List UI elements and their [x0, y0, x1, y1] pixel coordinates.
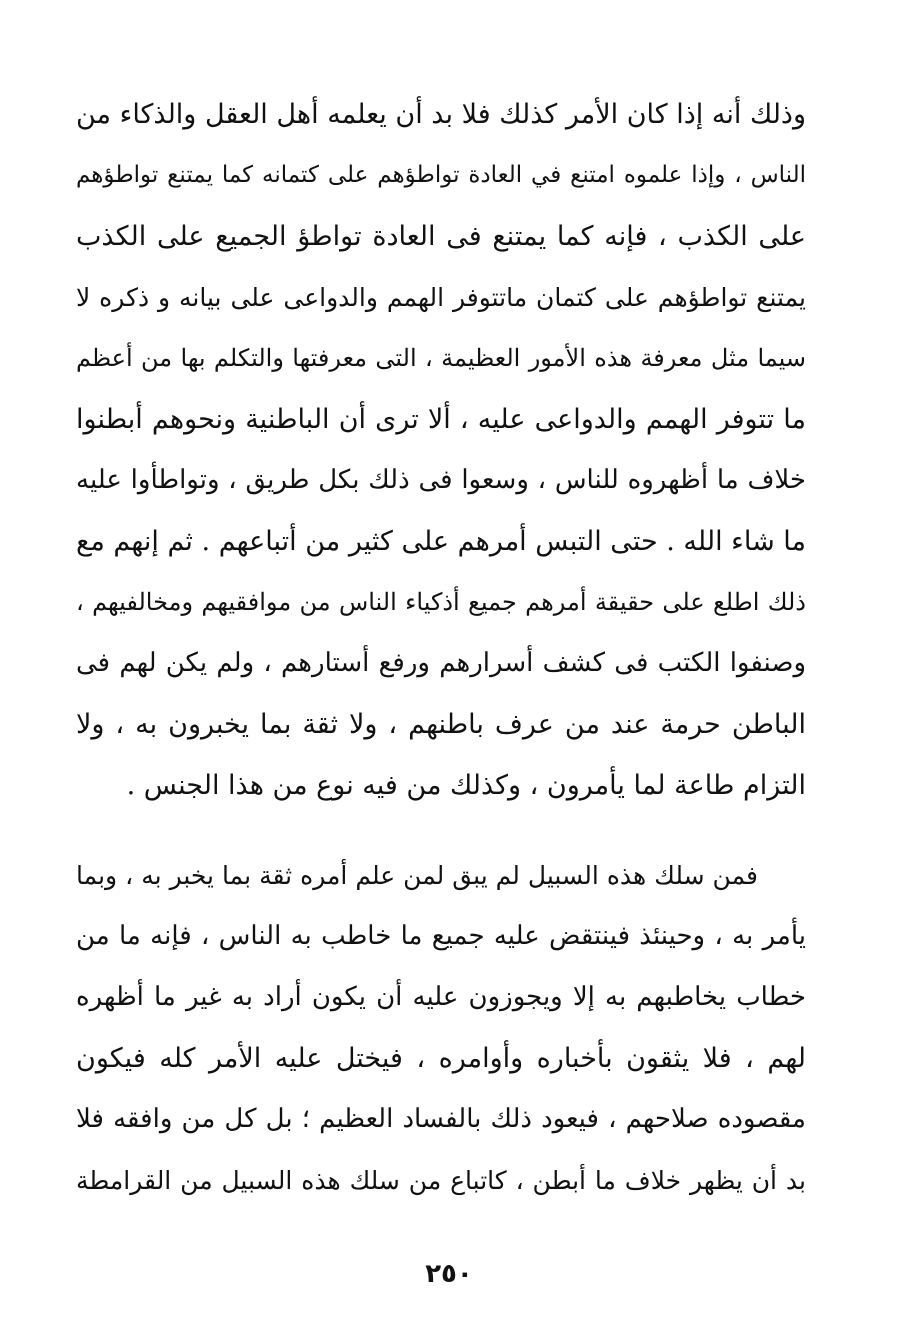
- text-line: الباطن حرمة عند من عرف باطنهم ، ولا ثقة بما يخبرون به ، ولا: [76, 709, 806, 740]
- text-line: الناس ، وإذا علموه امتنع في العادة تواطؤهم على كتمانه كما يمتنع تواطؤهم: [76, 162, 806, 188]
- text-line: يأمر به ، وحينئذ فينتقض عليه جميع ما خاطب به الناس ، فإنه ما من: [76, 921, 806, 951]
- text-line: ما تتوفر الهمم والدواعى عليه ، ألا ترى أن الباطنية ونحوهم أبطنوا: [76, 404, 806, 435]
- paragraph-1: [76, 84, 806, 816]
- text-line: يمتنع تواطؤهم على كتمان ماتتوفر الهمم والدواعى على بيانه و ذكره لا: [76, 283, 806, 312]
- text-line: خطاب يخاطبهم به إلا ويجوزون عليه أن يكون أراد به غير ما أظهره: [76, 982, 806, 1012]
- text-line: فمن سلك هذه السبيل لم يبق لمن علم أمره ثقة بما يخبر به ، وبما: [76, 861, 758, 890]
- text-line: ذلك اطلع على حقيقة أمرهم جميع أذكياء الناس من موافقيهم ومخالفيهم ،: [76, 588, 806, 616]
- text-line: ما شاء الله . حتى التبس أمرهم على كثير من أتباعهم . ثم إنهم مع: [76, 526, 806, 557]
- page-number: ٢٥٠: [425, 1259, 473, 1289]
- text-line: بد أن يظهر خلاف ما أبطن ، كاتباع من سلك هذه السبيل من القرامطة: [76, 1166, 806, 1195]
- paragraph-2: [76, 845, 806, 1211]
- text-line: على الكذب ، فإنه كما يمتنع فى العادة تواطؤ الجميع على الكذب: [76, 221, 806, 252]
- text-line: خلاف ما أظهروه للناس ، وسعوا فى ذلك بكل طريق ، وتواطأوا عليه: [76, 465, 806, 495]
- text-line: لهم ، فلا يثقون بأخباره وأوامره ، فيختل عليه الأمر كله فيكون: [76, 1043, 806, 1074]
- text-line: وصنفوا الكتب فى كشف أسرارهم ورفع أستارهم ، ولم يكن لهم فى: [76, 648, 806, 678]
- text-line: مقصوده صلاحهم ، فيعود ذلك بالفساد العظيم ؛ بل كل من وافقه فلا: [76, 1104, 806, 1134]
- text-line: وذلك أنه إذا كان الأمر كذلك فلا بد أن يعلمه أهل العقل والذكاء من: [76, 99, 806, 130]
- text-line: التزام طاعة لما يأمرون ، وكذلك من فيه نوع من هذا الجنس .: [126, 770, 806, 801]
- text-line: سيما مثل معرفة هذه الأمور العظيمة ، التى معرفتها والتكلم بها من أعظم: [76, 344, 806, 372]
